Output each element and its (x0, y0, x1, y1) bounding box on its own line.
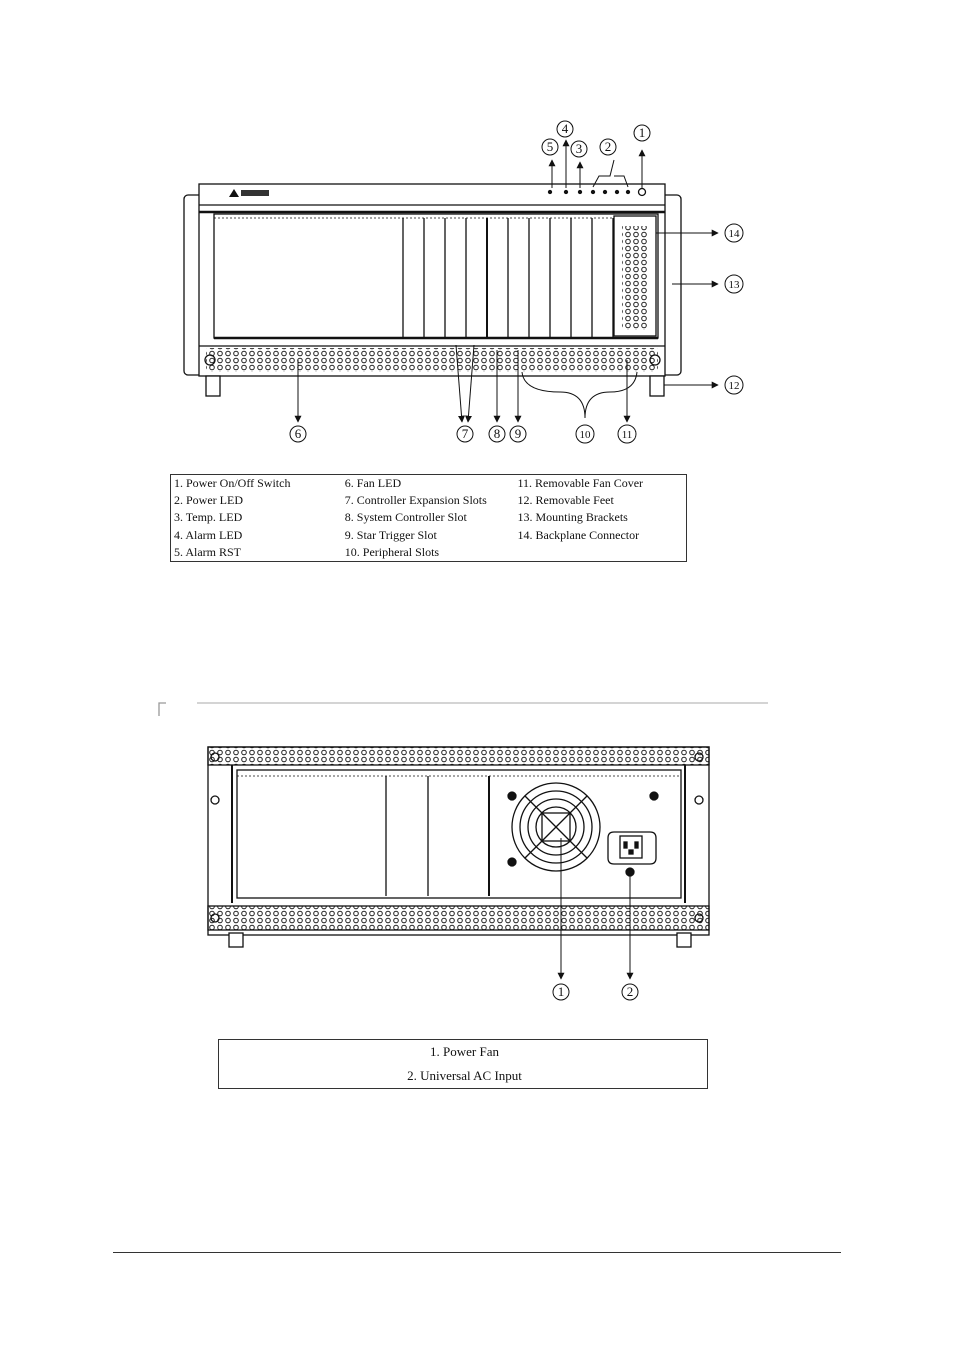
legend-row (171, 492, 687, 509)
legend-row (171, 509, 687, 526)
callout-11: 11 (621, 429, 633, 441)
rear-callout-2: 2 (626, 984, 634, 999)
legend-item: 8. System Controller Slot (344, 510, 467, 525)
front-chassis (184, 184, 681, 396)
legend-item: 11. Removable Fan Cover (517, 476, 644, 491)
legend-row (171, 527, 687, 544)
front-foot-left (206, 376, 220, 396)
legend-row (219, 1040, 708, 1065)
callout-10: 10 (579, 429, 591, 441)
rear-foot-right (677, 933, 691, 947)
callout-6: 6 (294, 426, 302, 441)
rear-callout-1: 1 (557, 984, 565, 999)
front-legend-table (170, 474, 687, 562)
legend-row (171, 475, 687, 493)
legend-item (515, 544, 687, 562)
callout-13: 13 (728, 279, 740, 291)
callout-1: 1 (638, 125, 646, 140)
legend-item: 14. Backplane Connector (517, 527, 640, 542)
callout-12: 12 (728, 380, 740, 392)
footer-rule (113, 1252, 841, 1253)
callout-14: 14 (728, 228, 740, 240)
callout-9: 9 (514, 426, 522, 441)
legend-item: 1. Power Fan (430, 1044, 499, 1059)
legend-item: 2. Power LED (174, 493, 243, 508)
legend-item: 4. Alarm LED (174, 527, 243, 542)
legend-item: 1. Power On/Off Switch (174, 476, 291, 491)
callout-8: 8 (493, 426, 501, 441)
legend-item: 12. Removable Feet (517, 493, 614, 508)
legend-item: 2. Universal AC Input (407, 1068, 522, 1083)
callout-5: 5 (546, 139, 554, 154)
callout-7: 7 (461, 426, 469, 441)
rear-callout-circles (553, 984, 638, 1000)
front-foot-right (650, 376, 664, 396)
legend-item: 10. Peripheral Slots (344, 544, 440, 559)
callout-3: 3 (575, 141, 583, 156)
callout-4: 4 (561, 121, 569, 136)
rear-legend-table (218, 1039, 708, 1089)
rear-chassis (159, 703, 768, 947)
legend-item: 7. Controller Expansion Slots (344, 493, 487, 508)
legend-item: 5. Alarm RST (174, 544, 242, 559)
legend-item: 9. Star Trigger Slot (344, 527, 437, 542)
legend-item: 13. Mounting Brackets (517, 510, 628, 525)
legend-row (219, 1064, 708, 1089)
callout-2: 2 (604, 139, 612, 154)
legend-item: 3. Temp. LED (174, 510, 243, 525)
legend-item: 6. Fan LED (344, 476, 402, 491)
rear-foot-left (229, 933, 243, 947)
legend-row (171, 544, 687, 562)
